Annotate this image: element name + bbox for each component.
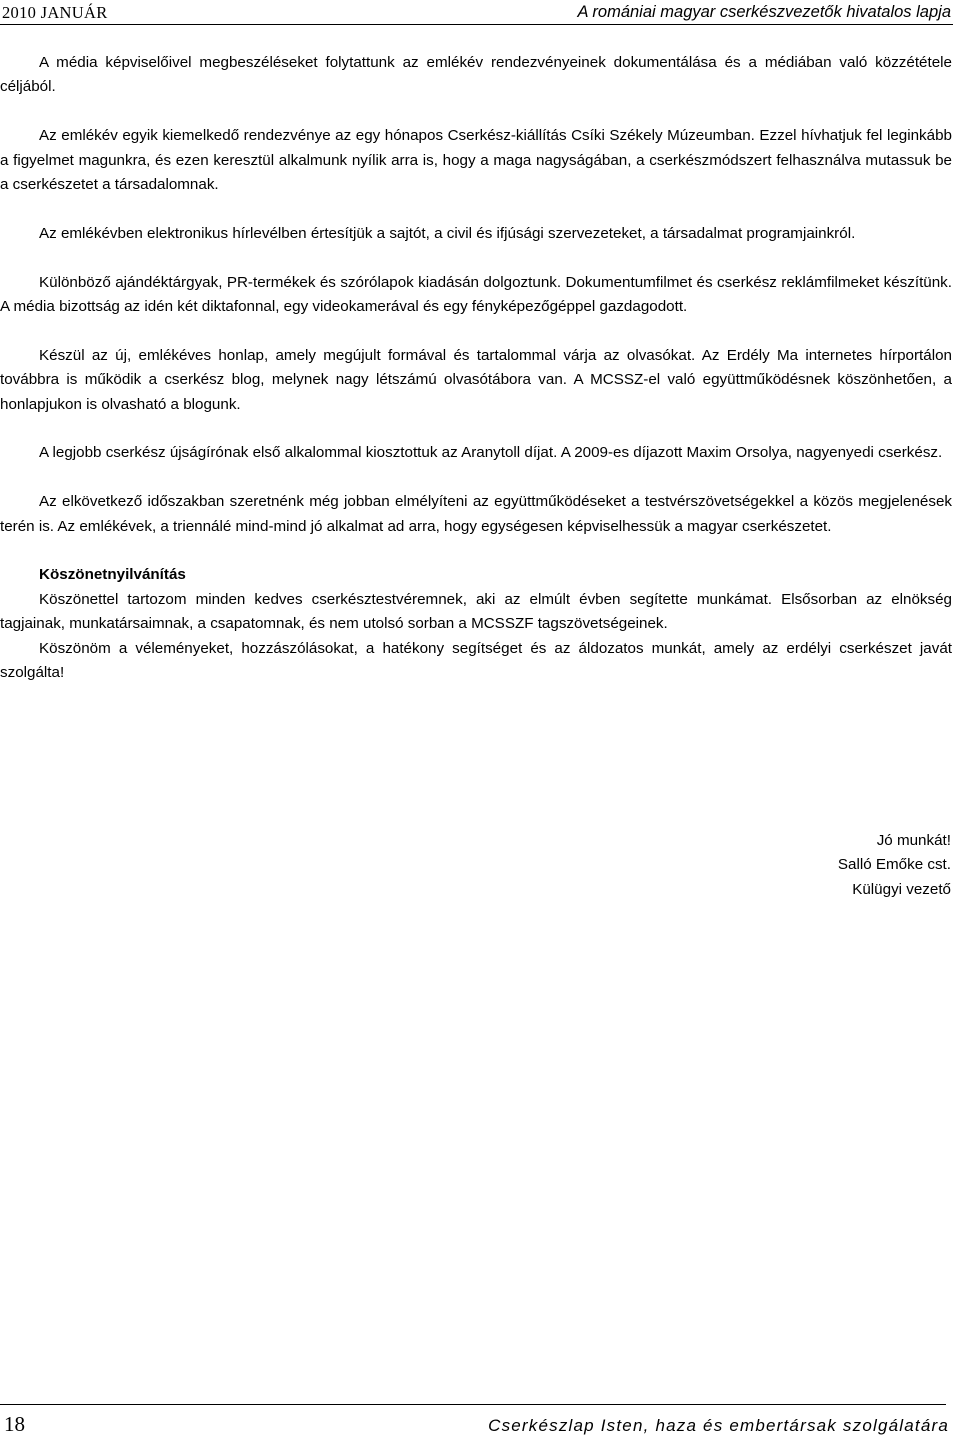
acknowledgement-text-1: Köszönettel tartozom minden kedves cserkésztestvéremnek, aki az elmúlt évben segítette munkámat. Elsősorban az elnökség tagjainak, munkatársaimnak, a csapatomnak, és nem utolsó sorban a MCSSZF tagszövetségeinek. xyxy=(0,590,952,633)
paragraph-future: Az elkövetkező időszakban szeretnénk még jobban elmélyíteni az együttműködéseket a testvérszövetségekkel a közös megjelenések terén is. Az emlékévek, a triennálé mind-mind jó alkalmat ad arra, hogy egységesen képviselhessük a magyar cserkészetet. xyxy=(0,493,952,535)
header-rule xyxy=(0,24,953,25)
article-body xyxy=(0,51,952,685)
publication-title: A romániai magyar cserkészvezetők hivatalos lapja xyxy=(577,3,951,21)
footer-motto: Cserkészlap Isten, haza és embertársak szolgálatára xyxy=(488,1416,949,1435)
paragraph-media: A média képviselőivel megbeszéléseket folytattunk az emlékév rendezvényeinek dokumentálása és a médiában való közzététele céljából. xyxy=(0,54,952,96)
signer-name: Salló Emőke cst. xyxy=(837,856,951,874)
signature-block xyxy=(838,829,951,902)
paragraph-exhibition: Az emlékév egyik kiemelkedő rendezvénye az egy hónapos Cserkész-kiállítás Csíki Székely Múzeumban. Ezzel hívhatjuk fel leginkább a figyelmet magunkra, és ezen keresztül alkalmunk nyílik arra is, hogy a maga nagyságában, a cserkészmódszert felhasználva mutassuk be a cserkészetet a társadalomnak. xyxy=(0,127,952,194)
signer-role: Külügyi vezető xyxy=(852,880,951,898)
page-header xyxy=(0,0,960,26)
acknowledgement-text-2: Köszönöm a véleményeket, hozzászólásokat, a hatékony segítséget és az áldozatos munkát, amely az erdélyi cserkészet javát szolgálta! xyxy=(0,639,952,682)
paragraph-newsletter: Az emlékévben elektronikus hírlevélben értesítjük a sajtót, a civil és ifjúsági szervezeteket, a társadalmat programjainkról. xyxy=(39,224,856,242)
issue-date: 2010 JANUÁR xyxy=(2,3,108,22)
footer-rule xyxy=(0,1404,946,1405)
paragraph-award: A legjobb cserkész újságírónak első alkalommal kiosztottuk az Aranytoll díjat. A 2009-es díjazott Maxim Orsolya, nagyenyedi cserkész. xyxy=(39,444,943,462)
page-number: 18 xyxy=(4,1412,25,1436)
page-footer xyxy=(0,1398,960,1438)
acknowledgement-heading: Köszönetnyilvánítás xyxy=(39,566,186,584)
paragraph-products: Különböző ajándéktárgyak, PR-termékek és szórólapok kiadásán dolgoztunk. Dokumentumfilmet és cserkész reklámfilmeket készítünk. A média bizottság az idén két diktafonnal, egy videokamerával és egy fényképezőgéppel gazdagodott. xyxy=(0,273,952,316)
paragraph-website: Készül az új, emlékéves honlap, amely megújult formával és tartalommal várja az olvasókat. Az Erdély Ma internetes hírportálon továbbra is működik a cserkész blog, melynek nagy létszámú olvasótábora van. A MCSSZ-el való együttműködésnek köszönhetően, a honlapjukon is olvasható a blogunk. xyxy=(0,346,952,413)
closing-line: Jó munkát! xyxy=(876,832,951,849)
